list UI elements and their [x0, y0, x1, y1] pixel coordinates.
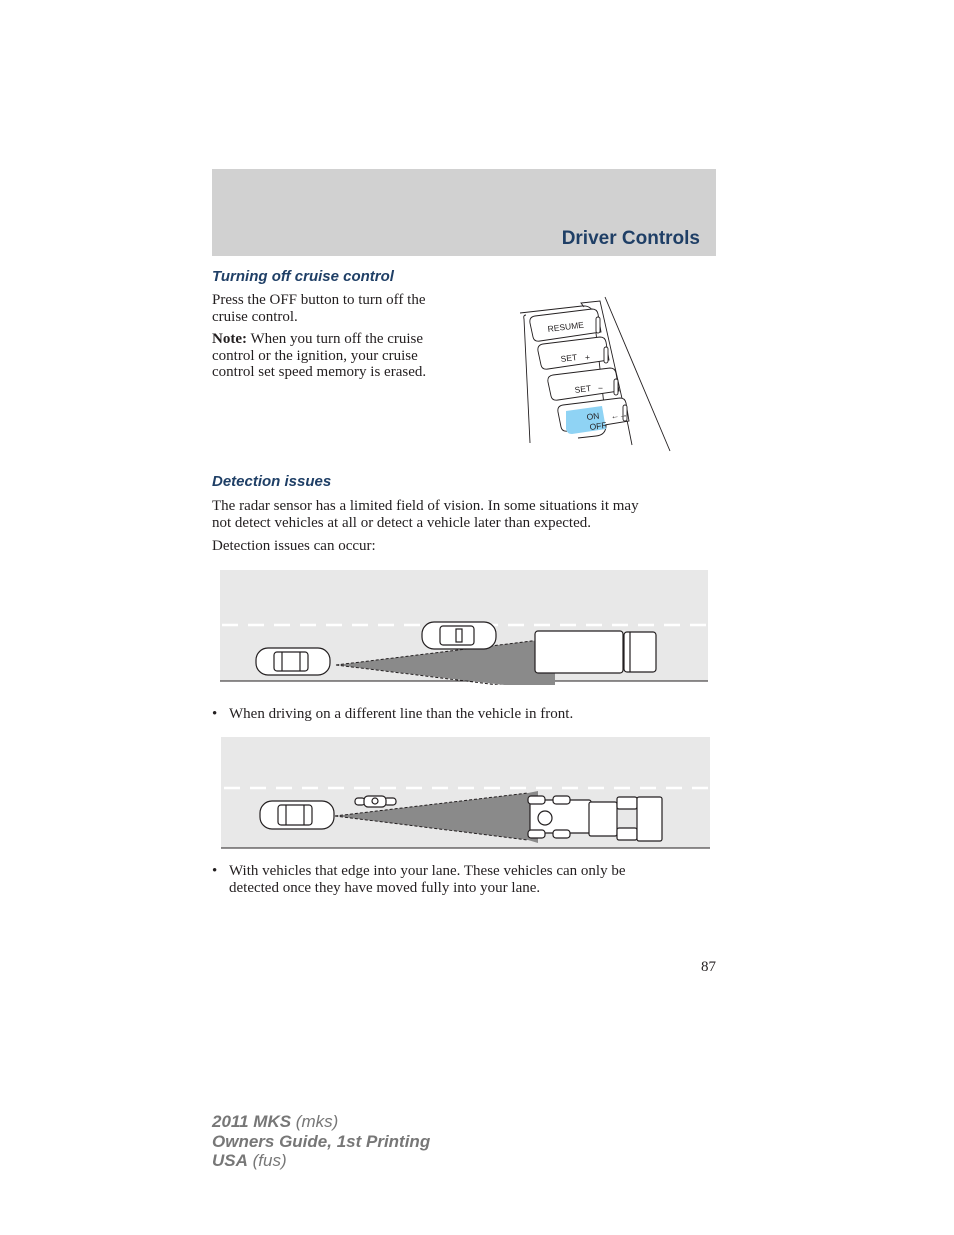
- on-label: ON: [586, 410, 600, 422]
- footer-publication-info: [212, 1112, 430, 1171]
- set-minus-label: SET: [574, 383, 592, 395]
- car-own-vehicle: [256, 648, 330, 675]
- page-number: 87: [701, 959, 716, 975]
- header-band: [212, 169, 716, 256]
- footer-line-model: [212, 1112, 430, 1132]
- bullet-marker: •: [212, 706, 218, 722]
- footer-guide: Owners Guide, 1st Printing: [212, 1131, 431, 1151]
- footer-line-market: [212, 1151, 430, 1171]
- diagram-offset-vehicle: [220, 570, 710, 685]
- truck-ahead: [535, 631, 656, 673]
- bullet-different-line: [212, 706, 719, 723]
- text-line: When you turn off the cruise: [246, 331, 424, 347]
- text-line: With vehicles that edge into your lane. These vehicles can only be: [229, 863, 626, 879]
- paragraph-lead-in: Detection issues can occur:: [212, 538, 376, 554]
- cruise-switch-illustration: [520, 295, 675, 455]
- set-plus-label: SET: [560, 352, 578, 364]
- motorcycle: [355, 796, 396, 807]
- paragraph-off-button: [212, 292, 425, 325]
- text-line: Press the OFF button to turn off the: [212, 292, 426, 308]
- text-line: control or the ignition, your cruise: [212, 347, 418, 364]
- footer-market-code: (fus): [247, 1151, 287, 1170]
- diagram-edging-vehicle: [221, 737, 711, 850]
- text-line: detected once they have moved fully into your lane.: [229, 880, 541, 896]
- car-adjacent-lane: [422, 622, 496, 649]
- resume-label: RESUME: [547, 319, 585, 334]
- gap-arrows-icon: ←→: [610, 408, 629, 421]
- text-line: control set speed memory is erased.: [212, 364, 427, 380]
- footer-model: 2011 MKS: [212, 1112, 292, 1131]
- section-title: Driver Controls: [561, 228, 700, 249]
- car-own-vehicle: [260, 801, 334, 829]
- text-line: not detect vehicles at all or detect a vehicle later than expected.: [212, 514, 591, 531]
- off-label: OFF: [589, 419, 608, 432]
- plus-sign: +: [585, 352, 590, 362]
- bullet-edging-vehicles: [212, 863, 719, 897]
- text-line: cruise control.: [212, 308, 298, 325]
- heading-detection-issues: Detection issues: [212, 473, 332, 490]
- bullet-marker: •: [212, 863, 218, 879]
- paragraph-radar-intro: [212, 498, 639, 531]
- text-line: When driving on a different line than the vehicle in front.: [229, 706, 574, 722]
- text-line: The radar sensor has a limited field of vision. In some situations it may: [212, 498, 639, 514]
- paragraph-note: [212, 331, 426, 381]
- note-label: Note:: [212, 331, 247, 347]
- footer-line-guide: [212, 1132, 430, 1152]
- footer-model-code: (mks): [291, 1112, 339, 1131]
- minus-sign: −: [598, 383, 603, 393]
- footer-market: USA: [212, 1151, 248, 1170]
- heading-turning-off-cruise: Turning off cruise control: [212, 268, 394, 285]
